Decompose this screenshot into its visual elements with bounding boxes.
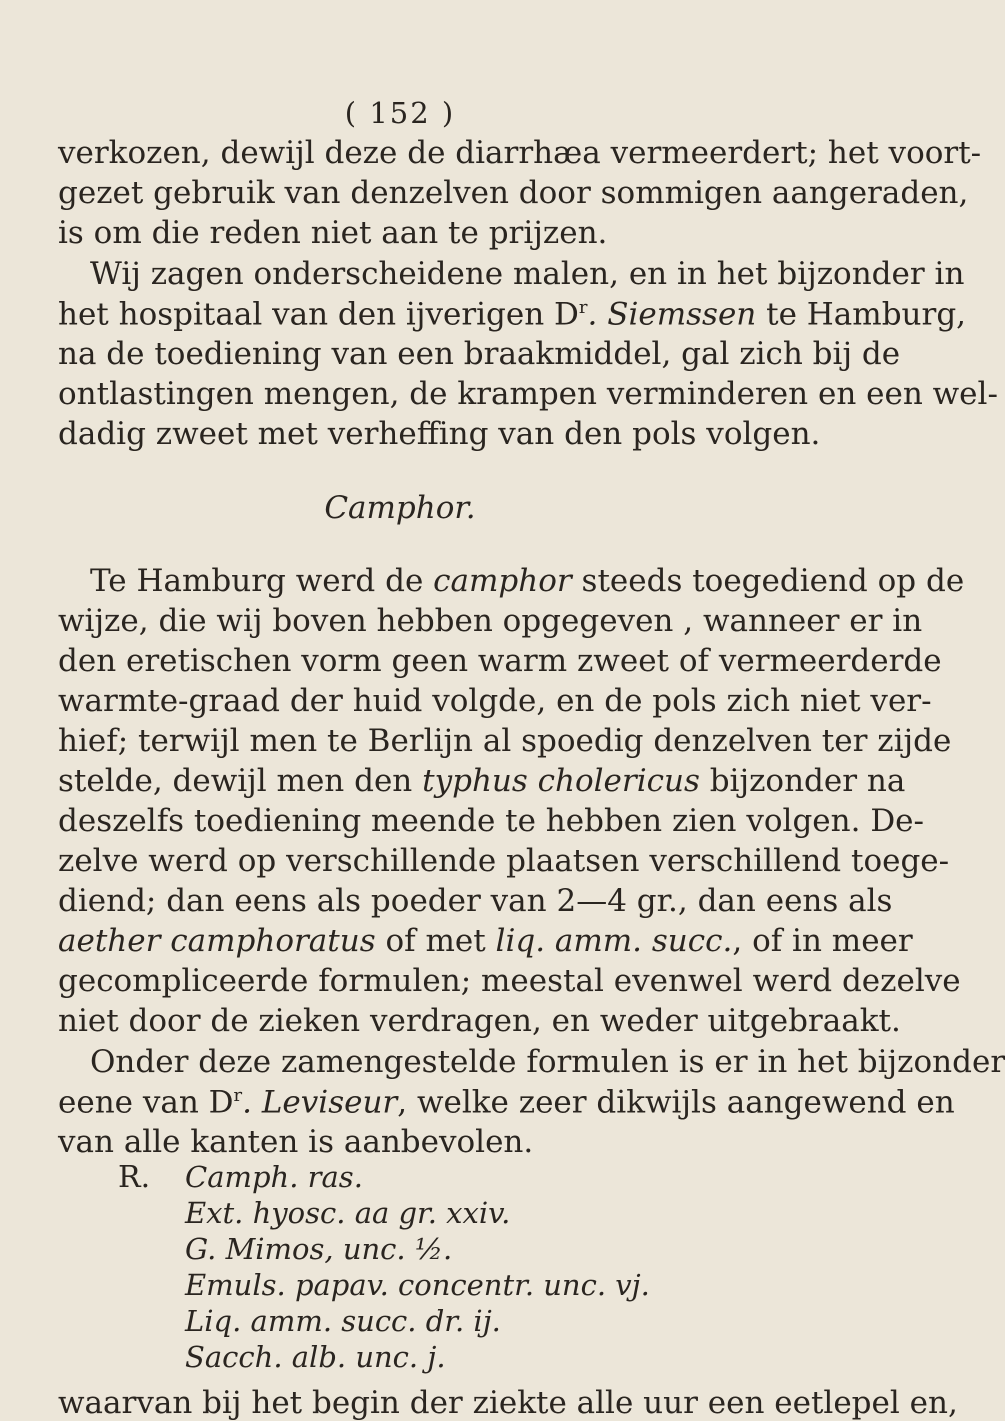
text-line: dadig zweet met verheffing van den pols volgen. xyxy=(58,416,821,452)
term: camphor xyxy=(433,563,572,599)
text-line: warmte-graad der huid volgde, en de pols zich niet ver- xyxy=(58,683,932,719)
text-line: Wij zagen onderscheidene malen, en in het bijzonder in xyxy=(90,256,965,292)
person-name: . Siemssen xyxy=(587,296,757,333)
text-line: van alle kanten is aanbevolen. xyxy=(58,1124,534,1160)
recipe-symbol: R. xyxy=(118,1160,151,1195)
text-line: waarvan bij het begin der ziekte alle uur een eetlepel en, xyxy=(58,1385,958,1421)
recipe-line: Camph. ras. xyxy=(185,1160,363,1194)
recipe-line: Sacch. alb. unc. j. xyxy=(185,1340,446,1374)
text-line: gecompliceerde formulen; meestal evenwel werd dezelve xyxy=(58,963,961,999)
text-line: diend; dan eens als poeder van 2—4 gr., dan eens als xyxy=(58,883,893,919)
text-span: te Hamburg, xyxy=(756,296,967,333)
text-line: niet door de zieken verdragen, en weder uitgebraakt. xyxy=(58,1003,901,1039)
recipe-line: Emuls. papav. concentr. unc. vj. xyxy=(185,1268,650,1302)
text-line xyxy=(90,563,965,599)
text-span: het hospitaal van den ijverigen D xyxy=(58,296,579,333)
text-line: den eretischen vorm geen warm zweet of vermeerderde xyxy=(58,643,942,679)
person-name: . Leviseur xyxy=(242,1084,398,1121)
section-heading: Camphor. xyxy=(324,490,476,526)
text-span: of met xyxy=(375,923,496,959)
recipe-line: Liq. amm. succ. dr. ij. xyxy=(185,1304,501,1338)
text-line xyxy=(58,923,913,959)
text-line: ontlastingen mengen, de krampen verminderen en een wel- xyxy=(58,376,998,412)
text-line: deszelfs toediening meende te hebben zien volgen. De- xyxy=(58,803,925,839)
text-line: na de toediening van een braakmiddel, gal zich bij de xyxy=(58,336,901,372)
text-line xyxy=(58,763,906,799)
text-line: zelve werd op verschillende plaatsen verschillend toege- xyxy=(58,843,950,879)
term: aether camphoratus xyxy=(58,923,376,959)
term: typhus cholericus xyxy=(422,763,700,799)
term: liq. amm. succ. xyxy=(495,923,733,959)
text-span: steeds toegediend op de xyxy=(571,563,965,599)
text-line: is om die reden niet aan te prijzen. xyxy=(58,215,608,251)
text-span: stelde, dewijl men den xyxy=(58,763,423,799)
page-number: ( 152 ) xyxy=(344,96,456,130)
superscript: r xyxy=(578,297,588,318)
text-span: , welke zeer dikwijls aangewend en xyxy=(397,1084,955,1121)
recipe-line: Ext. hyosc. aa gr. xxiv. xyxy=(185,1196,511,1230)
superscript: r xyxy=(233,1085,243,1106)
text-span: bijzonder na xyxy=(699,763,906,799)
text-line: gezet gebruik van denzelven door sommigen aangeraden, xyxy=(58,175,969,211)
recipe-line: G. Mimos, unc. ½. xyxy=(185,1232,453,1266)
text-span: , of in meer xyxy=(732,923,913,959)
text-span: Te Hamburg werd de xyxy=(90,563,434,599)
text-span: eene van D xyxy=(58,1084,234,1121)
text-line: Onder deze zamengestelde formulen is er in het bijzonder xyxy=(90,1044,1005,1080)
text-line xyxy=(58,296,967,333)
text-line: verkozen, dewijl deze de diarrhæa vermeerdert; het voort- xyxy=(58,135,982,171)
text-line xyxy=(58,1084,955,1121)
text-line: hief; terwijl men te Berlijn al spoedig denzelven ter zijde xyxy=(58,723,952,759)
text-line: wijze, die wij boven hebben opgegeven , wanneer er in xyxy=(58,603,923,639)
